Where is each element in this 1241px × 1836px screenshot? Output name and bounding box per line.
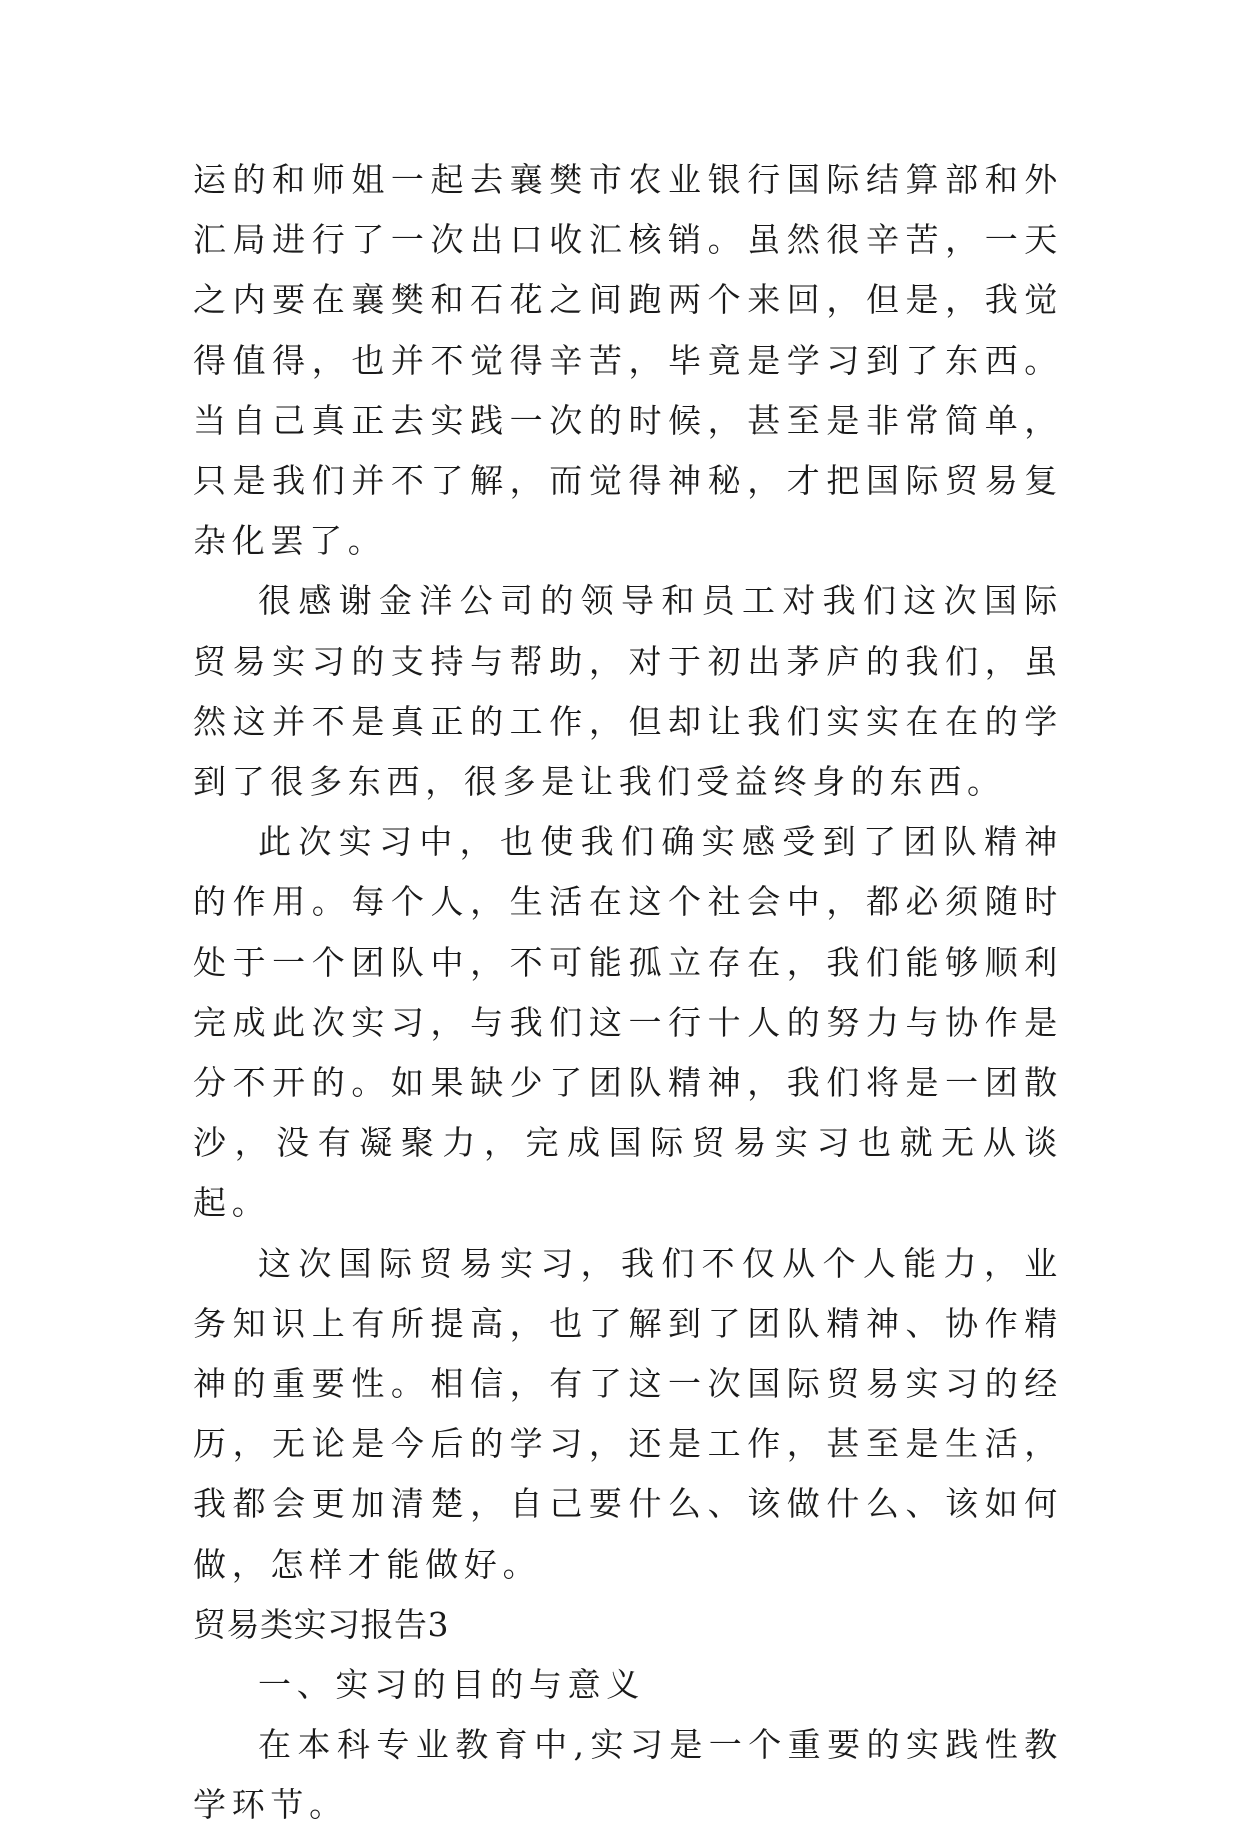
subheading-purpose: 一、实习的目的与意义 [258,1665,645,1705]
document-body [193,150,1063,1836]
paragraph-team-spirit: 此次实习中，也使我们确实感受到了团队精神的作用。每个人，生活在这个社会中，都必须随时处于一个团队中，不可能孤立存在，我们能够顺利完成此次实习，与我们这一行十人的努力与协作是分不开的。如果缺少了团队精神，我们将是一团散沙，没有凝聚力，完成国际贸易实习也就无从谈起。 [193,822,1063,1223]
paragraph-intro: 在本科专业教育中,实习是一个重要的实践性教学环节。 [193,1725,1063,1825]
paragraph-export-verification: 运的和师姐一起去襄樊市农业银行国际结算部和外汇局进行了一次出口收汇核销。虽然很辛苦，一天之内要在襄樊和石花之间跑两个来回，但是，我觉得值得，也并不觉得辛苦，毕竟是学习到了东西。当自己真正去实践一次的时候，甚至是非常简单，只是我们并不了解，而觉得神秘，才把国际贸易复杂化罢了。 [193,160,1063,561]
section-heading: 贸易类实习报告3 [193,1604,449,1644]
paragraph-thanks: 很感谢金洋公司的领导和员工对我们这次国际贸易实习的支持与帮助，对于初出茅庐的我们，虽然这并不是真正的工作，但却让我们实实在在的学到了很多东西，很多是让我们受益终身的东西。 [193,581,1063,802]
paragraph-summary: 这次国际贸易实习，我们不仅从个人能力，业务知识上有所提高，也了解到了团队精神、协作精神的重要性。相信，有了这一次国际贸易实习的经历，无论是今后的学习，还是工作，甚至是生活，我都会更加清楚，自己要什么、该做什么、该如何做，怎样才能做好。 [193,1243,1063,1584]
